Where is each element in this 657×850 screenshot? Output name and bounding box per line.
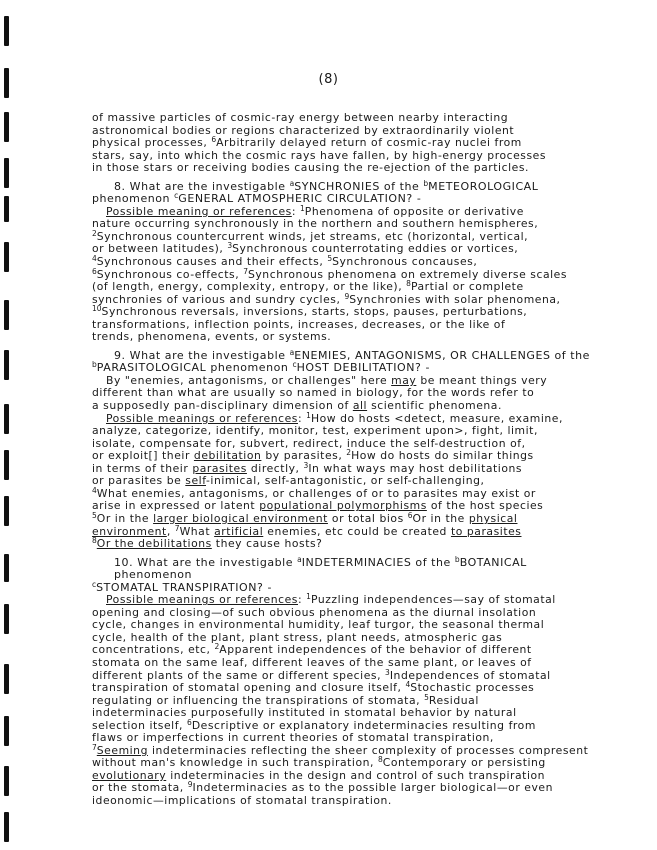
question-8-heading: 8. What are the investigable $^a$SYNCHRONIES of the $^b$METEOROLOGICAL: [114, 178, 539, 193]
question-9-heading: 9. What are the investigable $^a$ENEMIES, ANTAGONISMS, OR CHALLENGES of the: [114, 347, 590, 362]
binder-hole-mark: [4, 716, 9, 746]
binder-hole-mark: [4, 158, 9, 188]
binder-hole-mark: [4, 496, 9, 526]
binder-hole-mark: [4, 766, 9, 796]
binder-hole-mark: [4, 664, 9, 694]
binder-hole-mark: [4, 300, 9, 330]
question-10-references-label: Possible meanings or references: [106, 593, 298, 607]
binder-hole-mark: [4, 350, 9, 380]
question-9-references-label: Possible meanings or references: [106, 411, 298, 425]
binder-hole-mark: [4, 404, 9, 434]
question-9: 9. What are the investigable $^a$ENEMIES, ANTAGONISMS, OR CHALLENGES of the $^b$PARASITOLOGICAL phenomenon $^c$HOST DEBILITATION? - By "enemies, antagonisms, or challenges" here may be meant things very different than what are usually so named in biology, for the words refer to a supposedly pan-disciplinary dimension of all scientific phenomena. Possible meanings or references: $^1$How do hosts <detect, measure, examine, analyze, categorize, identify, monitor, test, experiment upon>, fight, limit, isolate, compensate for, subvert, redirect, induce the self-destruction of, or exploit[] their debilitation by parasites, $^2$How do hosts do similar things in terms of their parasites directly, $^3$In what ways may host debilitations or parasites be self-inimical, self-antagonistic, or self-challenging, $^4$What enemies, antagonisms, or challenges of or to parasites may exist or arise in expressed or latent populational polymorphisms of the host species $^5$Or in the larger biological environment or total bios $^6$Or in the physical environment, $^7$What artificial enemies, etc could be created to parasites $^8$Or the debilitations they cause hosts?: [92, 350, 602, 551]
binder-hole-mark: [4, 112, 9, 142]
question-10: 10. What are the investigable $^a$INDETERMINACIES of the $^b$BOTANICAL phenomenon $^c$STOMATAL TRANSPIRATION? - Possible meanings or references: $^1$Puzzling independences—say of stomatal opening and closing—of such obvious phenomena as the diurnal insolation cycle, changes in environmental humidity, leaf turgor, the seasonal thermal cycle, health of the plant, plant stress, plant needs, atmospheric gas concentrations, etc, $^2$Apparent independences of the behavior of different stomata on the same leaf, different leaves of the same plant, or leaves of different plants of the same or different species, $^3$Independences of stomatal transpiration of stomatal opening and closure itself, $^4$Stochastic processes regulating or influencing the transpirations of stomata, $^5$Residual indeterminacies purposefully instituted in stomatal behavior by natural selection itself, $^6$Descriptive or explanatory indeterminacies resulting from flaws or imperfections in current theories of stomatal transpiration, $^7$Seeming indeterminacies reflecting the sheer complexity of processes compresent without man's knowledge in such transpiration, $^8$Contemporary or persisting evolutionary indeterminacies in the design and control of such transpiration or the stomata, $^9$Indeterminacies as to the possible larger biological—or even ideonomic—implications of stomatal transpiration.: [92, 557, 602, 808]
document-body: [92, 112, 602, 808]
binder-hole-mark: [4, 554, 9, 582]
page-number: (8): [318, 72, 339, 87]
binder-hole-mark: [4, 196, 9, 222]
question-10-heading: 10. What are the investigable $^a$INDETERMINACIES of the $^b$BOTANICAL phenomenon: [114, 554, 527, 582]
question-8-references-label: Possible meaning or references: [106, 204, 292, 218]
question-8: 8. What are the investigable $^a$SYNCHRONIES of the $^b$METEOROLOGICAL phenomenon $^c$GENERAL ATMOSPHERIC CIRCULATION? - Possible meaning or references: $^1$Phenomena of opposite or derivative nature occurring synchronously in the northern and southern hemispheres, $^2$Synchronous countercurrent winds, jet streams, etc (horizontal, vertical, or between latitudes), $^3$Synchronous counterrotating eddies or vortices, $^4$Synchronous causes and their effects, $^5$Synchronous concauses, $^6$Synchronous co-effects, $^7$Synchronous phenomena on extremely diverse scales (of length, energy, complexity, entropy, or the like), $^8$Partial or complete synchronies of various and sundry cycles, $^9$Synchronies with solar phenomena, $^{10}$Synchronous reversals, inversions, starts, stops, pauses, perturbations, transformations, inflection points, increases, decreases, or the like of trends, phenomena, events, or systems.: [92, 181, 602, 344]
intro-paragraph: of massive particles of cosmic-ray energy between nearby interacting astronomical bodies or regions characterized by extraordinarily violent physical processes, $^6$Arbitrarily delayed return of cosmic-ray nuclei from stars, say, into which the cosmic rays have fallen, by high-energy processes in those stars or receiving bodies causing the re-ejection of the particles.: [92, 111, 547, 175]
binder-hole-mark: [4, 16, 9, 46]
binder-hole-mark: [4, 450, 9, 480]
binder-hole-mark: [4, 812, 9, 842]
binder-hole-mark: [4, 242, 9, 272]
binder-hole-mark: [4, 604, 9, 634]
